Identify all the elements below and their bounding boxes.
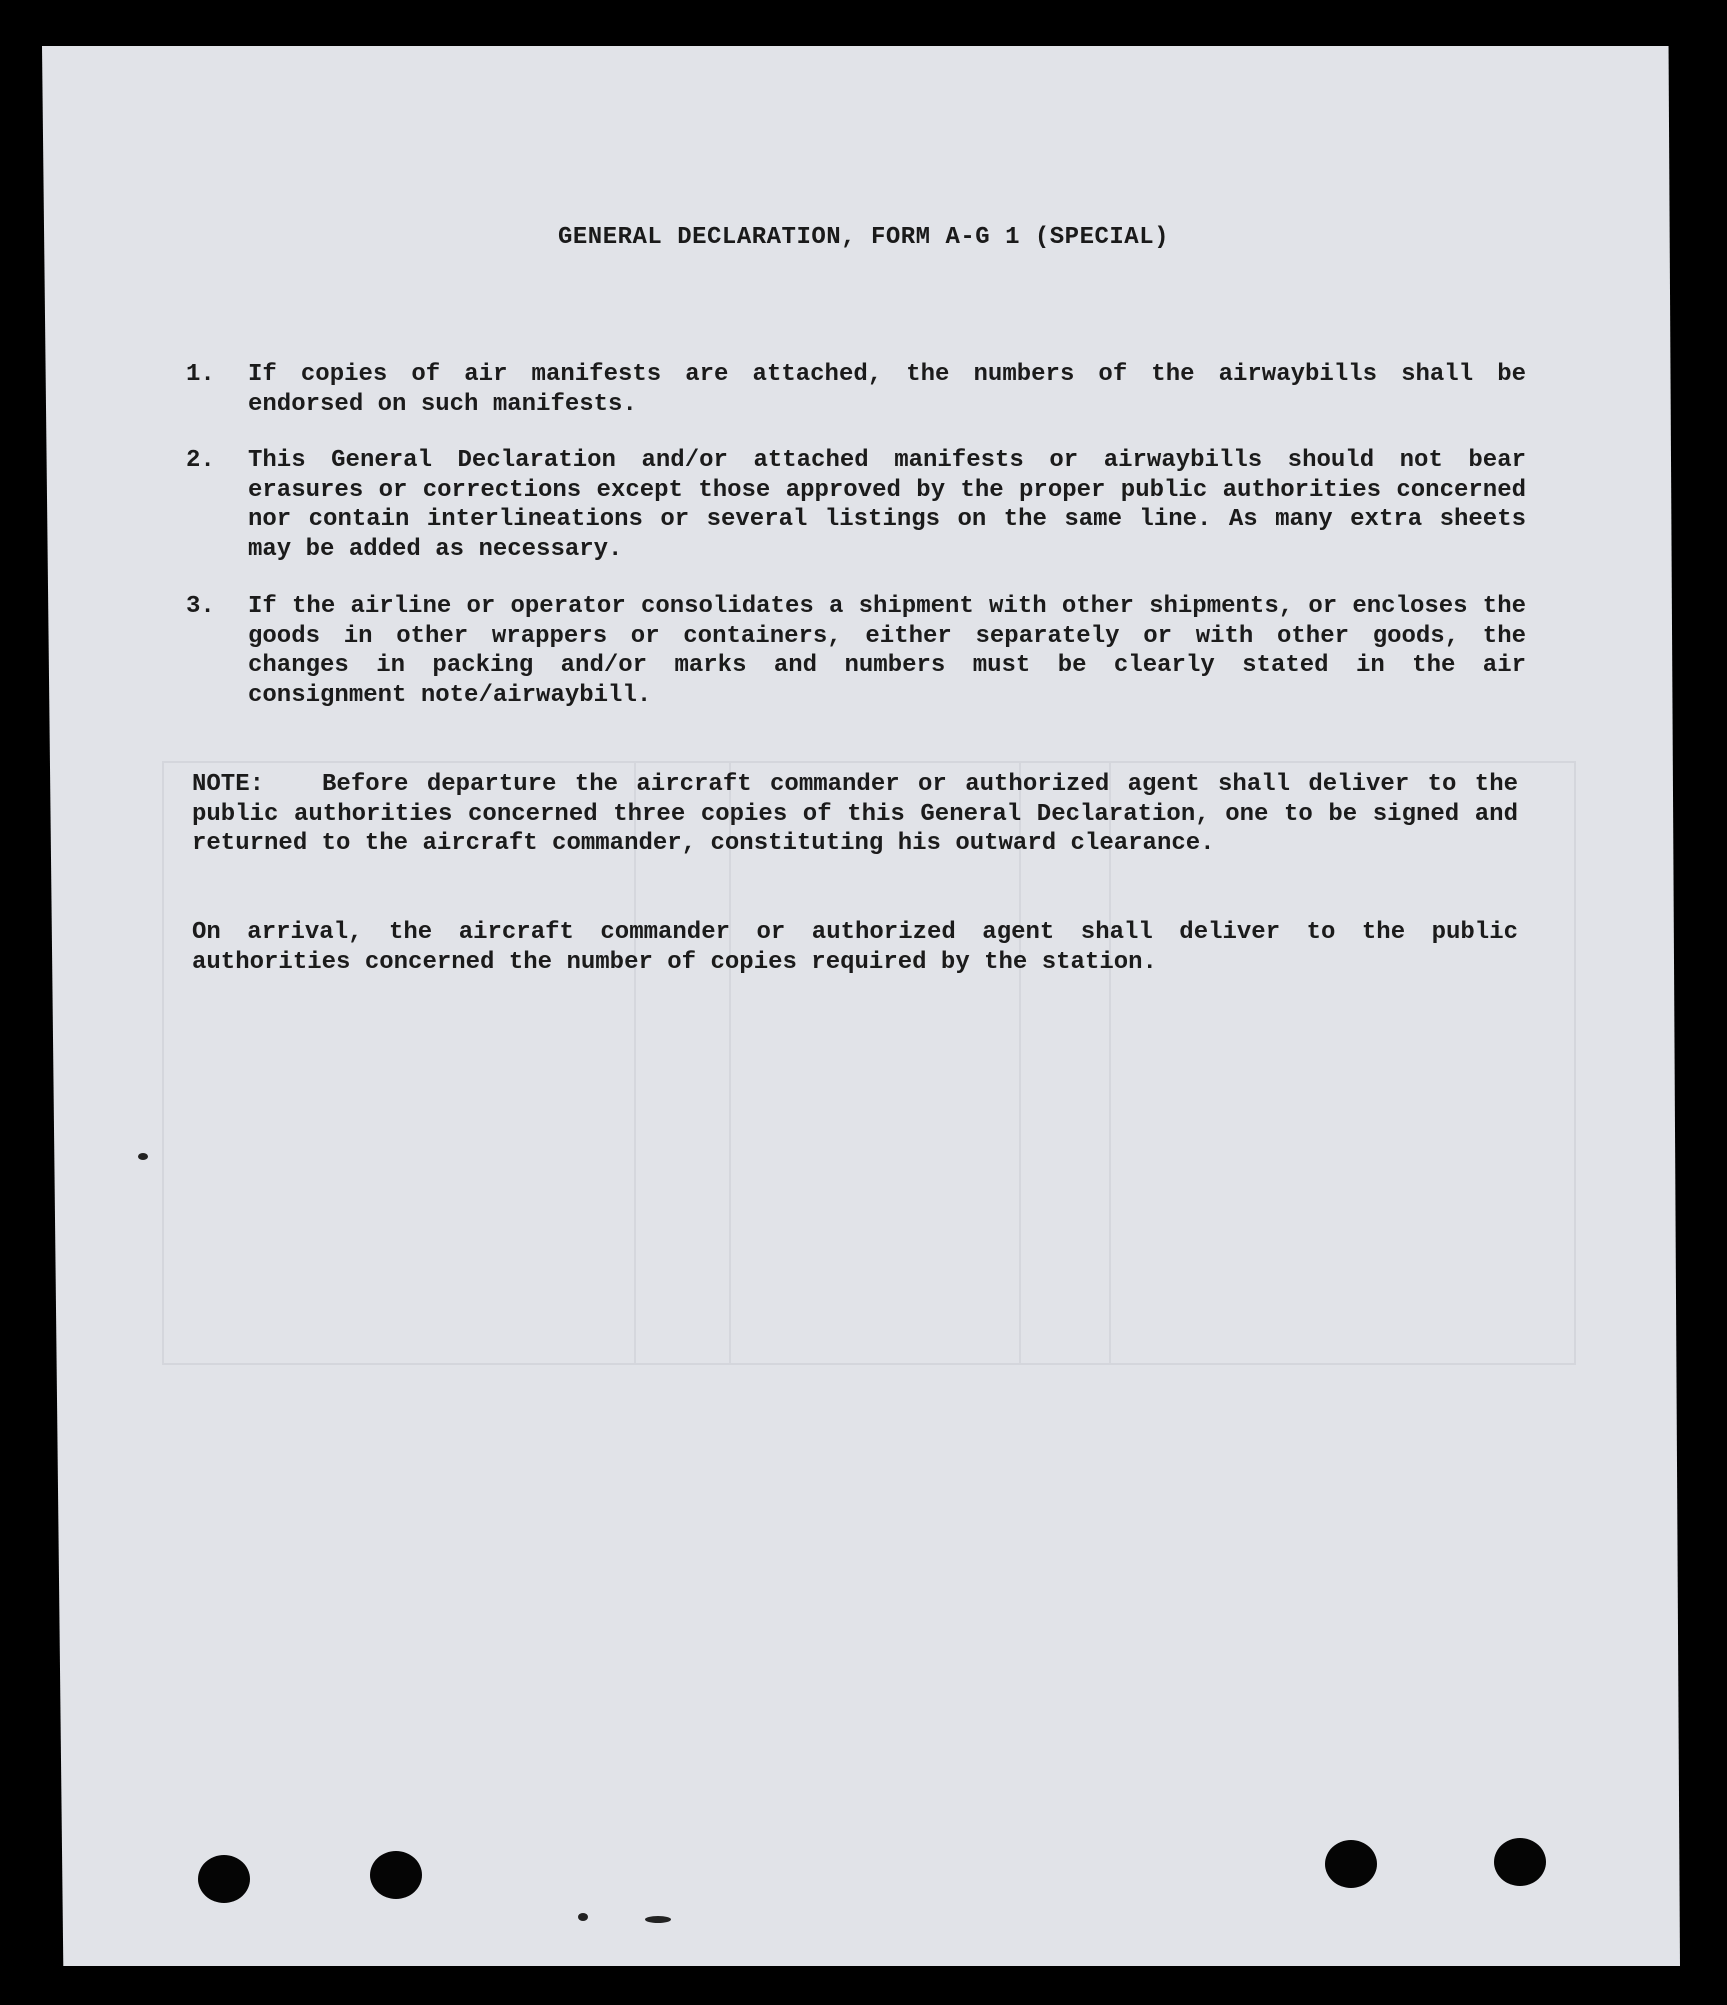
item-text: This General Declaration and/or attached manifests or airwaybills should not bear erasures or corrections except those approved by the proper public authorities concerned nor contain interlineations or several listings on the same line. As many extra sheets may be added as necessary.: [248, 447, 1526, 563]
punch-hole: [198, 1855, 250, 1903]
list-item: [186, 592, 1526, 710]
item-text: If the airline or operator consolidates a shipment with other shipments, or encloses the goods in other wrappers or containers, either separately or with other goods, the changes in packing and/or marks and numbers must be clearly stated in the air consignment note/airwaybill.: [248, 593, 1526, 709]
note-paragraph: [192, 770, 1518, 859]
item-number: 1.: [186, 361, 215, 388]
note-text: Before departure the aircraft commander or authorized agent shall deliver to the public authorities concerned three copies of this General Declaration, one to be signed and returned to the aircraft commander, constituting his outward clearance.: [192, 771, 1518, 857]
document-page: [42, 46, 1680, 1966]
ink-speck: [645, 1916, 671, 1923]
ink-speck: [578, 1913, 588, 1921]
item-number: 2.: [186, 447, 215, 474]
punch-hole: [1494, 1838, 1546, 1886]
list-item: [186, 446, 1526, 564]
list-item: [186, 360, 1526, 419]
item-text: If copies of air manifests are attached, the numbers of the airwaybills shall be endorsed on such manifests.: [248, 361, 1526, 418]
punch-hole: [1325, 1840, 1377, 1888]
document-title: GENERAL DECLARATION, FORM A-G 1 (SPECIAL): [558, 224, 1169, 251]
ink-speck: [138, 1153, 148, 1160]
arrival-paragraph: On arrival, the aircraft commander or authorized agent shall deliver to the public authorities concerned the number of copies required by the station.: [192, 919, 1518, 976]
note-label: NOTE:: [192, 771, 265, 798]
punch-hole: [370, 1851, 422, 1899]
item-number: 3.: [186, 593, 215, 620]
